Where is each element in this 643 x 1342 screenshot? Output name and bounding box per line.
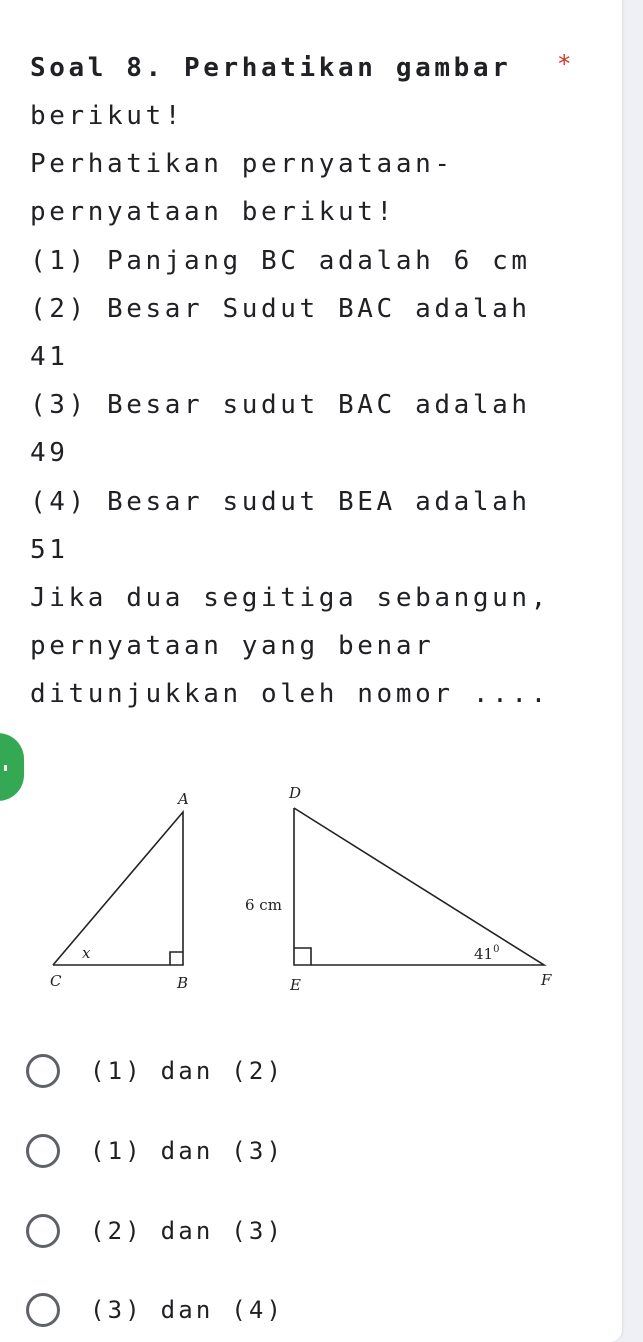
vertex-label-e: E <box>290 976 301 994</box>
question-title: Soal 8. Perhatikan gambar <box>30 53 512 83</box>
triangle-def-lines <box>294 808 544 965</box>
side-toolbar-tab[interactable] <box>0 733 24 801</box>
vertex-label-d: D <box>289 784 302 802</box>
radio-button[interactable] <box>26 1293 60 1327</box>
option-1[interactable] <box>26 1048 586 1094</box>
vertex-label-a: A <box>178 790 189 808</box>
vertex-label-b: B <box>177 974 189 992</box>
tab-dot-icon <box>4 765 7 771</box>
radio-button[interactable] <box>26 1054 60 1088</box>
option-2[interactable] <box>26 1128 586 1174</box>
option-3[interactable] <box>26 1208 586 1254</box>
vertex-label-c: C <box>50 972 62 990</box>
angle-label-f-sup: 0 <box>493 944 500 955</box>
radio-button[interactable] <box>26 1214 60 1248</box>
option-label: (1) dan (2) <box>90 1057 285 1085</box>
triangle-def <box>294 808 544 965</box>
triangle-abc-lines <box>53 812 183 965</box>
option-label: (1) dan (3) <box>90 1137 285 1165</box>
triangle-figure <box>30 780 590 1020</box>
option-label: (3) dan (4) <box>90 1296 285 1324</box>
angle-label-f-value: 41 <box>474 945 494 963</box>
question-title-row <box>30 44 590 92</box>
right-angle-mark-e <box>294 948 311 965</box>
required-asterisk: * <box>557 50 572 78</box>
right-angle-mark-b <box>170 952 183 965</box>
question-body: berikut! Perhatikan pernyataan- pernyataan berikut! (1) Panjang BC adalah 6 cm (2) Besar Sudut BAC adalah 41 (3) Besar sudut BAC adalah 49 (4) Besar sudut BEA adalah 51 Jika dua segitiga sebangun, pernyataan yang benar ditunjukkan oleh nomor .... <box>30 101 550 710</box>
triangle-abc <box>53 812 183 965</box>
radio-button[interactable] <box>26 1134 60 1168</box>
vertex-label-f: F <box>541 971 552 989</box>
side-label-de: 6 cm <box>245 896 282 914</box>
option-4[interactable] <box>26 1287 586 1333</box>
angle-label-x: x <box>82 944 91 962</box>
angle-label-f <box>474 944 499 963</box>
option-label: (2) dan (3) <box>90 1217 285 1245</box>
